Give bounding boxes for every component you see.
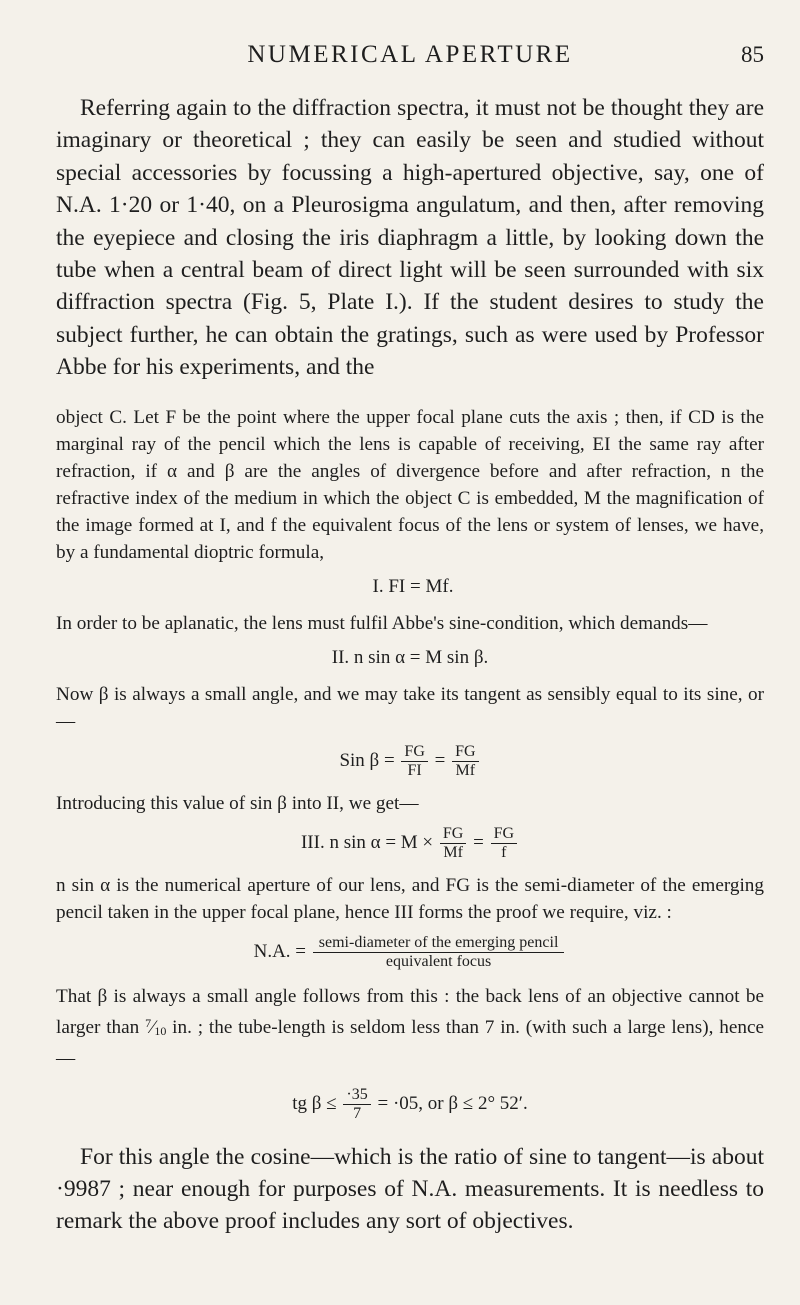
formula-na-lhs: N.A. = — [253, 940, 307, 962]
fraction-fg-mf — [440, 825, 466, 862]
header-title: NUMERICAL APERTURE — [247, 41, 573, 68]
fraction-numerator: ·35 — [343, 1086, 370, 1105]
paragraph-small-angle: Now β is always a small angle, and we may take its tangent as sensibly equal to its sine, or— — [56, 683, 764, 732]
fraction-denominator: Mf — [455, 761, 476, 779]
paragraph-cosine: For this angle the cosine—which is the ratio of sine to tangent—is about ·9987 ; near enough for purposes of N.A. measurements. It is needless to remark the above proof includes any sort of objectives. — [56, 1143, 764, 1235]
fraction-fg-mf — [452, 743, 478, 780]
formula-iii-lhs: III. n sin α = M × — [300, 831, 434, 853]
formula-tg-rhs: = ·05, or β ≤ 2° 52′. — [377, 1092, 528, 1114]
page — [56, 40, 764, 1258]
paragraph-numerical-aperture: n sin α is the numerical aperture of our lens, and FG is the semi-diameter of the emerging pencil taken in the upper focal plane, hence III forms the proof we require, viz. : — [56, 874, 764, 923]
formula-tg-lhs: tg β ≤ — [292, 1092, 337, 1114]
fraction-denominator: Mf — [443, 843, 463, 861]
paragraph-back-lens-part1: That β is always a small angle follows from this : the back lens of an objective cannot be larger than — [56, 985, 764, 1038]
formula-na — [56, 934, 764, 971]
page-number: 85 — [741, 42, 764, 67]
fraction-denominator: f — [501, 843, 507, 861]
fraction-denominator: 7 — [353, 1104, 362, 1122]
formula-sin-beta — [56, 743, 764, 780]
formula-tangent-beta — [56, 1086, 764, 1123]
equals-sign: = — [434, 749, 446, 771]
formula-sin-beta-lhs: Sin β = — [339, 749, 395, 771]
fraction-fg-f — [491, 825, 517, 862]
equals-sign: = — [473, 831, 484, 853]
fraction-semi-diameter-over-focus — [313, 934, 565, 971]
formula-i: I. FI = Mf. — [372, 575, 454, 597]
fraction-numerator: FG — [491, 825, 517, 844]
inline-fraction-denominator: 10 — [154, 1023, 167, 1038]
paragraph-back-lens-part2: in. ; the tube-length is seldom less than 7 in. (with such a large lens), hence— — [56, 1016, 764, 1069]
fraction-numerator: semi-diameter of the emerging pencil — [313, 934, 565, 953]
running-header — [56, 40, 764, 74]
fraction-35-over-7 — [343, 1086, 370, 1123]
fraction-fg-fi — [401, 743, 427, 780]
fraction-numerator: FG — [401, 743, 427, 762]
paragraph-introducing: Introducing this value of sin β into II, we get— — [56, 792, 419, 814]
formula-ii: II. n sin α = M sin β. — [331, 646, 489, 668]
inline-fraction-numerator: 7 — [145, 1015, 152, 1030]
paragraph-aplanatic: In order to be aplanatic, the lens must fulfil Abbe's sine-condition, which demands— — [56, 612, 708, 634]
fraction-numerator: FG — [440, 825, 466, 844]
paragraph-object-c: object C. Let F be the point where the upper focal plane cuts the axis ; then, if CD is the marginal ray of the pencil which the lens is capable of receiving, EI the same ray after refraction, if α and β are the angles of divergence before and after refraction, n the refractive index of the medium in which the object C is embedded, M the magnification of the image formed at I, and f the equivalent focus of the lens or system of lenses, we have, by a fundamental dioptric formula, — [56, 406, 764, 563]
fraction-numerator: FG — [452, 743, 478, 762]
formula-iii — [56, 825, 764, 862]
paragraph-back-lens: That β is always a small angle follows from this : the back lens of an objective cannot be larger than $^7⁄_{10}$ in. ; the tube-length is seldom less than 7 in. (with such a large lens), hence— — [56, 985, 764, 1069]
fraction-denominator: FI — [407, 761, 422, 779]
paragraph-diffraction-spectra: Referring again to the diffraction spectra, it must not be thought they are imaginary or theoretical ; they can easily be seen and studied without special accessories by focussing a high-apertured objective, say, one of N.A. 1·20 or 1·40, on a Pleurosigma angulatum, and then, after removing the eyepiece and closing the iris diaphragm a little, by looking down the tube when a central beam of direct light will be seen surrounded with six diffraction spectra (Fig. 5, Plate I.). If the student desires to study the subject further, he can obtain the gratings, such as were used by Professor Abbe for his experiments, and the — [56, 95, 764, 381]
fraction-denominator: equivalent focus — [385, 952, 492, 970]
